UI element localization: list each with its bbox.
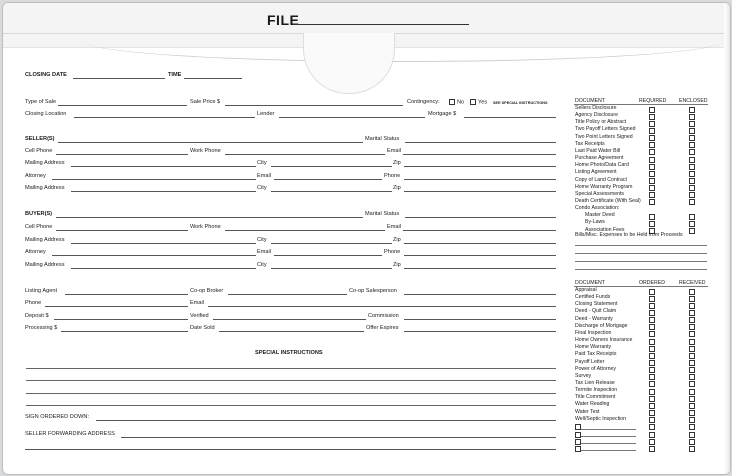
lender-field[interactable]	[279, 117, 425, 118]
buyer-attorney-phone-field[interactable]	[404, 255, 556, 256]
checkbox-icon[interactable]	[649, 157, 655, 163]
buyer-attorney-label: Attorney	[25, 249, 46, 255]
checklist-item: Survey	[575, 372, 592, 379]
seller-mailing2-field[interactable]	[71, 191, 256, 192]
blank-document-line[interactable]	[581, 443, 636, 444]
blank-document-line[interactable]	[581, 429, 636, 430]
checkbox-icon[interactable]	[689, 346, 695, 352]
mortgage-field[interactable]	[464, 117, 556, 118]
seller-email-label: Email	[387, 148, 401, 154]
checkbox-icon[interactable]	[649, 424, 655, 430]
checklist-header-col1: REQUIRED	[639, 98, 667, 104]
expenses-line[interactable]	[575, 269, 707, 270]
seller-heading: SELLER(S)	[25, 136, 55, 142]
checkbox-icon[interactable]	[649, 339, 655, 345]
checklist-item: By-Laws	[585, 219, 605, 226]
checkbox-icon[interactable]	[649, 331, 655, 337]
special-instructions-line[interactable]	[26, 380, 556, 381]
seller-attorney-email-label: Email	[257, 173, 271, 179]
deposit-field[interactable]	[54, 319, 188, 320]
checkbox-icon[interactable]	[689, 157, 695, 163]
checklist-item: Death Certificate (With Seal)	[575, 197, 641, 204]
checkbox-icon[interactable]	[689, 403, 695, 409]
checklist-item: Special Assessments	[575, 190, 625, 197]
checkbox-icon[interactable]	[649, 410, 655, 416]
checklist-item: Appraisal	[575, 287, 597, 293]
offer-expires-field[interactable]	[404, 331, 556, 332]
checklist-item: Deed - Quit Claim	[575, 308, 617, 315]
buyer-mailing2-label: Mailing Address	[25, 262, 65, 268]
coop-broker-field[interactable]	[228, 294, 347, 295]
checklist-item: Two Payoff Letters Signed	[575, 126, 636, 133]
checklist-item: Last Paid Water Bill	[575, 147, 621, 154]
expenses-line[interactable]	[575, 261, 707, 262]
checkbox-icon[interactable]	[689, 214, 695, 220]
buyer-attorney-field[interactable]	[52, 255, 256, 256]
checklist-item: Home Owners Insurance	[575, 337, 633, 344]
checklist-item: Title Commitment	[575, 394, 616, 401]
checklist-item: Certified Funds	[575, 294, 611, 301]
checkbox-icon[interactable]	[689, 353, 695, 359]
checkbox-icon[interactable]	[649, 164, 655, 170]
buyer-city2-field[interactable]	[271, 268, 392, 269]
processing-label: Processing $	[25, 325, 58, 331]
buyer-city-field[interactable]	[271, 243, 392, 244]
checklist-header-col2: ENCLOSED	[679, 98, 708, 104]
checkbox-icon[interactable]	[689, 192, 695, 198]
forwarding-address-line2[interactable]	[25, 449, 556, 450]
checkbox-icon[interactable]	[689, 310, 695, 316]
special-instructions-line[interactable]	[26, 393, 556, 394]
checklist-item: Agency Disclosure	[575, 112, 618, 119]
checklist-item: Association Fees	[585, 226, 625, 233]
special-instructions-heading: SPECIAL INSTRUCTIONS	[255, 350, 323, 356]
agent-phone-field[interactable]	[45, 306, 188, 307]
processing-field[interactable]	[61, 331, 188, 332]
seller-city-label: City	[257, 160, 267, 166]
commission-label: Commission	[368, 313, 399, 319]
checklist-item: Home Warranty Program	[575, 183, 633, 190]
checkbox-icon[interactable]	[649, 403, 655, 409]
checklist-item: Final Inspection	[575, 329, 612, 336]
seller-city2-field[interactable]	[271, 191, 392, 192]
checkbox-icon[interactable]	[649, 396, 655, 402]
checkbox-icon[interactable]	[689, 107, 695, 113]
offer-expires-label: Offer Expires	[366, 325, 399, 331]
checkbox-icon[interactable]	[689, 199, 695, 205]
coop-broker-label: Co-op Broker	[190, 288, 224, 294]
checklist-item: Purchase Agreement	[575, 155, 624, 162]
checkbox-icon[interactable]	[649, 446, 655, 452]
buyer-mailing-field[interactable]	[71, 243, 256, 244]
lender-label: Lender	[257, 111, 275, 117]
listing-agent-field[interactable]	[65, 294, 188, 295]
checkbox-icon[interactable]	[649, 192, 655, 198]
checkbox-icon[interactable]	[649, 214, 655, 220]
checklist-item: Water Test	[575, 408, 600, 415]
seller-attorney-field[interactable]	[52, 179, 256, 180]
listing-agent-label: Listing Agent	[25, 288, 58, 294]
seller-cell-field[interactable]	[56, 154, 188, 155]
seller-work-label: Work Phone	[190, 148, 221, 154]
buyer-attorney-phone-label: Phone	[384, 249, 401, 255]
checkbox-icon[interactable]	[649, 289, 655, 295]
checkbox-icon[interactable]	[689, 317, 695, 323]
checklist-item: Master Deed	[585, 212, 615, 219]
forwarding-address-label: SELLER FORWARDING ADDRESS	[25, 431, 115, 437]
checkbox-icon[interactable]	[649, 303, 655, 309]
checkbox-icon[interactable]	[689, 164, 695, 170]
checklist-item: Title Policy or Abstract	[575, 119, 627, 126]
sale-price-label: Sale Price $	[190, 99, 221, 105]
checkbox-icon[interactable]	[689, 114, 695, 120]
checklist-item: Two Point Letters Signed	[575, 133, 633, 140]
deposit-label: Deposit $	[25, 313, 49, 319]
checkbox-icon[interactable]	[689, 331, 695, 337]
seller-email-field[interactable]	[403, 154, 556, 155]
seller-city-field[interactable]	[271, 166, 392, 167]
blank-document-line[interactable]	[581, 436, 636, 437]
checkbox-icon[interactable]	[649, 374, 655, 380]
seller-work-field[interactable]	[225, 154, 385, 155]
checklist-item: Condo Association:	[575, 205, 620, 212]
checklist-header-col2: RECEIVED	[679, 280, 706, 286]
checkbox-icon[interactable]	[649, 367, 655, 373]
checkbox-icon[interactable]	[689, 424, 695, 430]
checklist-header-col1: ORDERED	[639, 280, 665, 286]
buyer-zip2-label: Zip	[393, 262, 401, 268]
agent-email-label: Email	[190, 300, 204, 306]
checkbox-icon[interactable]	[689, 221, 695, 227]
checklist-item: Home Photo/Data Card	[575, 162, 629, 169]
buyer-cell-label: Cell Phone	[25, 224, 53, 230]
checkbox-icon[interactable]	[689, 381, 695, 387]
checkbox-icon[interactable]	[649, 310, 655, 316]
checklist-item: Deed - Warranty	[575, 315, 613, 322]
seller-marital-label: Marital Status	[365, 136, 400, 142]
seller-attorney-phone-field[interactable]	[404, 179, 556, 180]
buyer-city-label: City	[257, 237, 267, 243]
checklist-item: Tax Lien Release	[575, 379, 615, 386]
checkbox-icon[interactable]	[689, 417, 695, 423]
checkbox-icon[interactable]	[689, 121, 695, 127]
checkbox-icon[interactable]	[689, 142, 695, 148]
verified-field[interactable]	[213, 319, 366, 320]
expenses-line[interactable]	[575, 245, 707, 246]
checkbox-icon[interactable]	[689, 289, 695, 295]
checkbox-icon[interactable]	[689, 374, 695, 380]
seller-mailing2-label: Mailing Address	[25, 185, 65, 191]
checkbox-icon[interactable]	[649, 317, 655, 323]
coop-sales-field[interactable]	[404, 294, 556, 295]
checkbox-icon[interactable]	[689, 171, 695, 177]
checklist-item: Well/Septic Inspection	[575, 415, 626, 422]
checkbox-icon[interactable]	[689, 410, 695, 416]
checkbox-icon[interactable]	[689, 178, 695, 184]
checkbox-icon[interactable]	[649, 324, 655, 330]
checkbox-icon[interactable]	[649, 417, 655, 423]
seller-mailing-field[interactable]	[71, 166, 256, 167]
checkbox-icon[interactable]	[649, 107, 655, 113]
sign-ordered-field[interactable]	[96, 420, 556, 421]
commission-field[interactable]	[404, 319, 556, 320]
checkbox-icon[interactable]	[689, 128, 695, 134]
checkbox-icon[interactable]	[649, 381, 655, 387]
checkbox-icon[interactable]	[689, 149, 695, 155]
checklist-item: Discharge of Mortgage	[575, 322, 628, 329]
checkbox-icon[interactable]	[689, 367, 695, 373]
buyer-zip-label: Zip	[393, 237, 401, 243]
buyer-attorney-email-label: Email	[257, 249, 271, 255]
checkbox-icon[interactable]	[470, 99, 476, 105]
see-special-note: SEE SPECIAL INSTRUCTIONS	[493, 101, 548, 105]
checkbox-icon[interactable]	[649, 149, 655, 155]
buyer-mailing2-field[interactable]	[71, 268, 256, 269]
checkbox-icon[interactable]	[689, 296, 695, 302]
checkbox-icon[interactable]	[689, 324, 695, 330]
buyer-zip-field[interactable]	[404, 243, 556, 244]
bills-expenses-label: Bills/Misc. Expenses to be Held from Proceeds	[575, 232, 683, 238]
checklist-item: Paid Tax Receipts	[575, 351, 617, 358]
checkbox-icon[interactable]	[689, 135, 695, 141]
checklist-item: Copy of Land Contract	[575, 176, 627, 183]
seller-zip2-field[interactable]	[404, 191, 556, 192]
sale-price-field[interactable]	[225, 105, 403, 106]
time-label: TIME	[168, 72, 182, 78]
closing-location-label: Closing Location	[25, 111, 67, 117]
checkbox-icon[interactable]	[649, 114, 655, 120]
seller-city2-label: City	[257, 185, 267, 191]
checkbox-icon[interactable]	[689, 228, 695, 234]
checkbox-icon[interactable]	[649, 171, 655, 177]
agent-phone-label: Phone	[25, 300, 42, 306]
checkbox-icon[interactable]	[649, 346, 655, 352]
checklist-item: Power of Attorney	[575, 365, 616, 372]
checklist-item: Listing Agreement	[575, 169, 617, 176]
buyer-zip2-field[interactable]	[404, 268, 556, 269]
seller-cell-label: Cell Phone	[25, 148, 53, 154]
coop-sales-label: Co-op Salesperson	[349, 288, 397, 294]
checklist-item: Sellers Disclosure	[575, 105, 617, 111]
seller-attorney-email-field[interactable]	[274, 179, 382, 180]
checkbox-icon[interactable]	[689, 389, 695, 395]
buyer-email-field[interactable]	[403, 230, 556, 231]
buyer-work-field[interactable]	[225, 230, 385, 231]
checkbox-icon[interactable]	[689, 446, 695, 452]
folder-edge	[724, 3, 730, 474]
blank-document-line[interactable]	[581, 450, 636, 451]
checkbox-icon[interactable]	[649, 296, 655, 302]
closing-date-label: CLOSING DATE	[25, 72, 67, 78]
buyer-marital-field[interactable]	[405, 217, 556, 218]
checkbox-icon[interactable]	[649, 199, 655, 205]
seller-zip-label: Zip	[393, 160, 401, 166]
checkbox-icon[interactable]	[649, 389, 655, 395]
checkbox-icon[interactable]	[689, 396, 695, 402]
file-name-field[interactable]	[293, 24, 469, 25]
buyer-heading: BUYER(S)	[25, 211, 53, 217]
mortgage-label: Mortgage $	[428, 111, 457, 117]
checklist-item: Closing Statement	[575, 301, 618, 308]
expenses-line[interactable]	[575, 253, 707, 254]
seller-attorney-phone-label: Phone	[384, 173, 401, 179]
special-instructions-line[interactable]	[26, 405, 556, 406]
date-sold-field[interactable]	[219, 331, 364, 332]
checklist-header-document: DOCUMENT	[575, 280, 605, 286]
forwarding-address-field[interactable]	[121, 437, 556, 438]
checkbox-icon[interactable]	[649, 135, 655, 141]
checkbox-icon[interactable]	[649, 360, 655, 366]
seller-name-field[interactable]	[58, 142, 363, 143]
contingency-label: Contingency:	[407, 99, 440, 105]
checkbox-icon[interactable]	[649, 432, 655, 438]
checklist-item: Home Warranty	[575, 344, 612, 351]
checklist-header-document: DOCUMENT	[575, 98, 605, 104]
agent-email-field[interactable]	[208, 306, 556, 307]
buyer-work-label: Work Phone	[190, 224, 221, 230]
checkbox-icon[interactable]	[649, 121, 655, 127]
file-title: FILE	[267, 12, 300, 28]
buyer-mailing-label: Mailing Address	[25, 237, 65, 243]
checkbox-icon[interactable]	[689, 439, 695, 445]
seller-marital-field[interactable]	[405, 142, 556, 143]
checkbox-icon[interactable]	[649, 353, 655, 359]
date-sold-label: Date Sold	[190, 325, 215, 331]
seller-mailing-label: Mailing Address	[25, 160, 65, 166]
checkbox-icon[interactable]	[689, 185, 695, 191]
checklist-item: Payoff Letter	[575, 358, 605, 365]
closing-location-field[interactable]	[74, 117, 255, 118]
buyer-cell-field[interactable]	[56, 230, 188, 231]
seller-attorney-label: Attorney	[25, 173, 46, 179]
checklist-item: Water Reading	[575, 401, 610, 408]
checkbox-icon[interactable]	[649, 142, 655, 148]
contingency-no[interactable]: No	[449, 99, 464, 106]
checkbox-icon[interactable]	[649, 221, 655, 227]
type-of-sale-field[interactable]	[58, 105, 187, 106]
buyer-marital-label: Marital Status	[365, 211, 400, 217]
contingency-yes[interactable]: Yes	[470, 99, 487, 106]
checkbox-icon[interactable]	[689, 339, 695, 345]
seller-zip2-label: Zip	[393, 185, 401, 191]
file-folder	[2, 2, 731, 475]
checklist-item: Tax Receipts	[575, 140, 605, 147]
closing-date-field[interactable]	[73, 78, 165, 79]
time-field[interactable]	[184, 78, 242, 79]
type-of-sale-label: Type of Sale	[25, 99, 57, 105]
verified-label: Verified	[190, 313, 209, 319]
checkbox-icon[interactable]	[449, 99, 455, 105]
buyer-city2-label: City	[257, 262, 267, 268]
checkbox-icon[interactable]	[689, 303, 695, 309]
buyer-email-label: Email	[387, 224, 401, 230]
folder-pocket	[3, 33, 730, 475]
seller-zip-field[interactable]	[404, 166, 556, 167]
buyer-name-field[interactable]	[56, 217, 363, 218]
sign-ordered-label: SIGN ORDERED DOWN:	[25, 414, 90, 420]
checkbox-icon[interactable]	[649, 185, 655, 191]
buyer-attorney-email-field[interactable]	[274, 255, 382, 256]
checkbox-icon[interactable]	[649, 128, 655, 134]
checkbox-icon[interactable]	[689, 360, 695, 366]
checkbox-icon[interactable]	[689, 432, 695, 438]
special-instructions-line[interactable]	[26, 368, 556, 369]
checklist-item: Termite Inspection	[575, 387, 618, 394]
checkbox-icon[interactable]	[649, 178, 655, 184]
checkbox-icon[interactable]	[649, 439, 655, 445]
